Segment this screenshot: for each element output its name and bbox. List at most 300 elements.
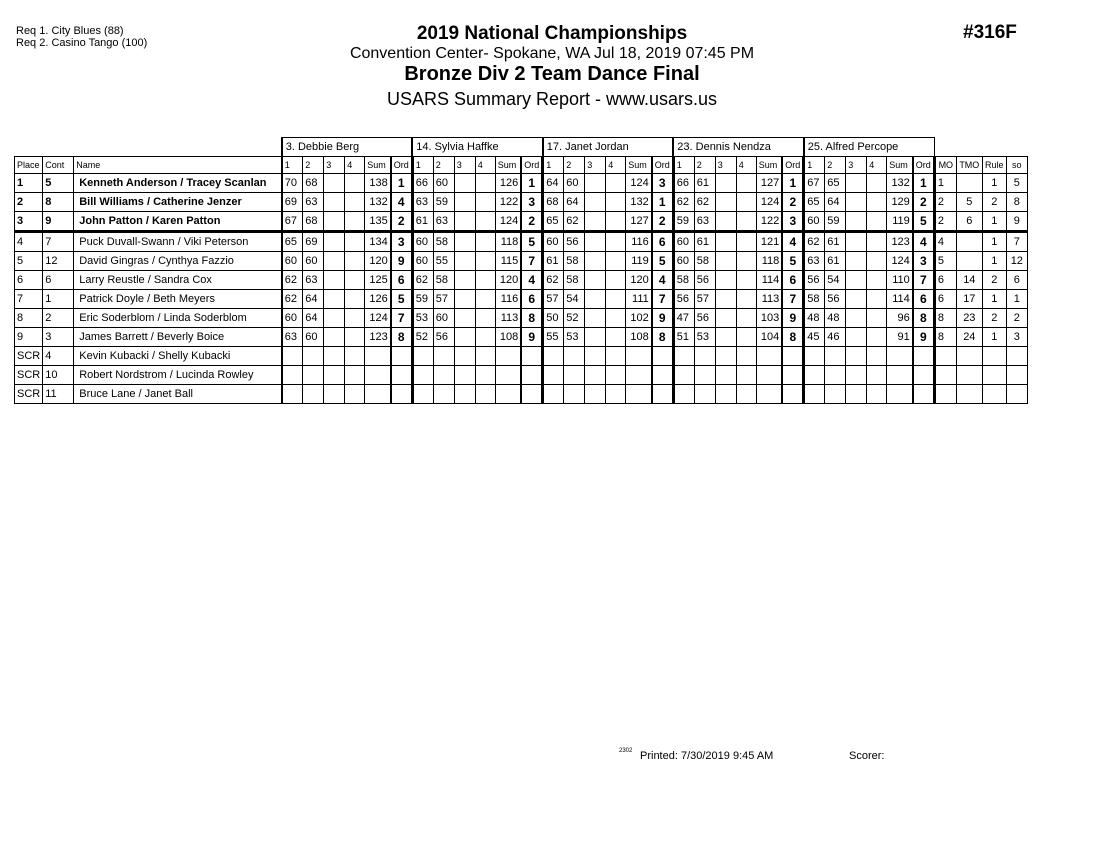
- judge-header-row: [15, 138, 1028, 157]
- score-4: [345, 212, 365, 232]
- score-4: [475, 385, 495, 404]
- score-3: [454, 385, 475, 404]
- score-3: [454, 252, 475, 271]
- judge-name-4: 23. Dennis Nendza: [673, 138, 804, 157]
- score-4: [867, 193, 887, 212]
- col-header-judge-4-4: 4: [736, 157, 756, 174]
- score-4: [736, 252, 756, 271]
- score-2: 54: [564, 290, 585, 309]
- mo-cell: 4: [934, 232, 956, 252]
- scorer-label: Scorer:: [849, 750, 885, 762]
- score-3: [585, 193, 606, 212]
- table-row: [15, 309, 1028, 328]
- score-3: [454, 212, 475, 232]
- score-4: [606, 232, 626, 252]
- col-header-judge-1-3: 3: [324, 157, 345, 174]
- score-1: 63: [804, 252, 825, 271]
- score-2: [303, 385, 324, 404]
- event-number: #316F: [963, 22, 1017, 43]
- so-cell: 6: [1006, 271, 1027, 290]
- score-3: [454, 366, 475, 385]
- score-ord: [913, 366, 935, 385]
- name-cell: John Patton / Karen Patton: [74, 212, 282, 232]
- score-sum: 114: [756, 271, 782, 290]
- score-3: [324, 328, 345, 347]
- score-ord: 1: [652, 193, 674, 212]
- score-4: [736, 271, 756, 290]
- score-2: 58: [433, 271, 454, 290]
- score-3: [715, 290, 736, 309]
- cont-cell: 9: [43, 212, 74, 232]
- score-ord: [391, 366, 413, 385]
- name-cell: Larry Reustle / Sandra Cox: [74, 271, 282, 290]
- score-4: [606, 328, 626, 347]
- score-4: [345, 252, 365, 271]
- score-ord: 2: [521, 212, 543, 232]
- score-2: 60: [303, 328, 324, 347]
- so-cell: [1006, 366, 1027, 385]
- score-4: [345, 290, 365, 309]
- place-cell: 1: [15, 174, 43, 193]
- score-4: [345, 385, 365, 404]
- score-ord: 2: [913, 193, 935, 212]
- score-ord: 5: [521, 232, 543, 252]
- score-4: [736, 174, 756, 193]
- so-cell: 3: [1006, 328, 1027, 347]
- score-1: [412, 366, 433, 385]
- judge-name-5: 25. Alfred Percope: [804, 138, 935, 157]
- score-3: [585, 366, 606, 385]
- score-3: [585, 385, 606, 404]
- score-1: [282, 366, 303, 385]
- score-1: 62: [673, 193, 694, 212]
- name-cell: Bruce Lane / Janet Ball: [74, 385, 282, 404]
- score-1: 45: [804, 328, 825, 347]
- score-4: [606, 366, 626, 385]
- score-4: [345, 193, 365, 212]
- score-ord: 6: [782, 271, 804, 290]
- score-3: [454, 290, 475, 309]
- score-ord: [913, 347, 935, 366]
- score-3: [715, 271, 736, 290]
- score-3: [846, 193, 867, 212]
- col-header-judge-3-4: 4: [606, 157, 626, 174]
- score-ord: [652, 385, 674, 404]
- score-3: [715, 193, 736, 212]
- score-1: 47: [673, 309, 694, 328]
- score-3: [585, 347, 606, 366]
- score-3: [585, 328, 606, 347]
- score-ord: [521, 347, 543, 366]
- score-4: [736, 328, 756, 347]
- score-3: [324, 193, 345, 212]
- score-3: [846, 232, 867, 252]
- rule-cell: 2: [982, 309, 1006, 328]
- place-cell: 9: [15, 328, 43, 347]
- score-sum: 113: [756, 290, 782, 309]
- col-header-cont: Cont: [43, 157, 74, 174]
- score-3: [585, 232, 606, 252]
- score-sum: 120: [365, 252, 391, 271]
- col-header-judge-5-2: 2: [825, 157, 846, 174]
- score-2: 57: [433, 290, 454, 309]
- score-2: 64: [303, 290, 324, 309]
- score-2: [303, 366, 324, 385]
- rule-cell: 1: [982, 232, 1006, 252]
- score-1: 70: [282, 174, 303, 193]
- score-sum: 132: [365, 193, 391, 212]
- score-1: 63: [282, 328, 303, 347]
- score-2: [564, 347, 585, 366]
- table-row: [15, 252, 1028, 271]
- score-2: 63: [694, 212, 715, 232]
- score-3: [715, 232, 736, 252]
- score-4: [736, 193, 756, 212]
- score-sum: 126: [495, 174, 521, 193]
- table-row: [15, 328, 1028, 347]
- score-2: [825, 347, 846, 366]
- col-header-rule: Rule: [982, 157, 1006, 174]
- score-3: [715, 212, 736, 232]
- score-2: 59: [433, 193, 454, 212]
- place-cell: 7: [15, 290, 43, 309]
- score-1: 66: [412, 174, 433, 193]
- score-1: [412, 347, 433, 366]
- score-1: 52: [412, 328, 433, 347]
- rule-cell: 1: [982, 212, 1006, 232]
- name-cell: Patrick Doyle / Beth Meyers: [74, 290, 282, 309]
- score-4: [345, 347, 365, 366]
- score-3: [324, 271, 345, 290]
- score-ord: 6: [521, 290, 543, 309]
- score-2: [564, 366, 585, 385]
- score-1: [804, 366, 825, 385]
- table-row: [15, 271, 1028, 290]
- score-2: 56: [564, 232, 585, 252]
- score-ord: [913, 385, 935, 404]
- score-2: 55: [433, 252, 454, 271]
- rule-cell: 1: [982, 174, 1006, 193]
- score-2: 63: [303, 193, 324, 212]
- score-2: 58: [433, 232, 454, 252]
- tmo-cell: [956, 252, 982, 271]
- place-cell: SCR: [15, 385, 43, 404]
- score-4: [475, 366, 495, 385]
- place-cell: SCR: [15, 366, 43, 385]
- score-2: 56: [694, 271, 715, 290]
- cont-cell: 1: [43, 290, 74, 309]
- score-sum: 116: [626, 232, 652, 252]
- score-1: 56: [804, 271, 825, 290]
- score-ord: 5: [391, 290, 413, 309]
- col-header-judge-3-2: 2: [564, 157, 585, 174]
- score-1: 62: [412, 271, 433, 290]
- cont-cell: 6: [43, 271, 74, 290]
- score-2: 62: [694, 193, 715, 212]
- score-3: [324, 366, 345, 385]
- score-1: [543, 347, 564, 366]
- name-cell: Bill Williams / Catherine Jenzer: [74, 193, 282, 212]
- score-4: [736, 347, 756, 366]
- score-2: 48: [825, 309, 846, 328]
- score-ord: 1: [782, 174, 804, 193]
- cont-cell: 8: [43, 193, 74, 212]
- col-header-judge-2-1: 1: [412, 157, 433, 174]
- score-ord: 7: [913, 271, 935, 290]
- score-2: 64: [825, 193, 846, 212]
- tmo-cell: 5: [956, 193, 982, 212]
- score-2: 59: [825, 212, 846, 232]
- score-sum: 118: [495, 232, 521, 252]
- tmo-cell: 24: [956, 328, 982, 347]
- score-4: [345, 328, 365, 347]
- score-ord: 8: [652, 328, 674, 347]
- score-ord: [652, 366, 674, 385]
- score-2: 65: [825, 174, 846, 193]
- place-cell: 6: [15, 271, 43, 290]
- score-ord: 8: [521, 309, 543, 328]
- score-sum: 108: [626, 328, 652, 347]
- score-1: 61: [543, 252, 564, 271]
- score-4: [606, 385, 626, 404]
- name-cell: James Barrett / Beverly Boice: [74, 328, 282, 347]
- score-2: 58: [694, 252, 715, 271]
- event-title: Bronze Div 2 Team Dance Final: [404, 63, 700, 85]
- score-4: [736, 212, 756, 232]
- score-1: 55: [543, 328, 564, 347]
- score-1: 60: [804, 212, 825, 232]
- score-2: 56: [825, 290, 846, 309]
- score-3: [715, 252, 736, 271]
- score-4: [475, 252, 495, 271]
- score-3: [454, 271, 475, 290]
- score-3: [585, 252, 606, 271]
- table-row: [15, 232, 1028, 252]
- table-row: [15, 174, 1028, 193]
- score-1: [282, 347, 303, 366]
- score-ord: 3: [521, 193, 543, 212]
- score-ord: 4: [782, 232, 804, 252]
- col-header-judge-3-3: 3: [585, 157, 606, 174]
- score-3: [454, 347, 475, 366]
- name-cell: David Gingras / Cynthya Fazzio: [74, 252, 282, 271]
- tmo-cell: 14: [956, 271, 982, 290]
- score-4: [867, 290, 887, 309]
- score-1: 61: [412, 212, 433, 232]
- mo-cell: 6: [934, 290, 956, 309]
- so-cell: 8: [1006, 193, 1027, 212]
- so-cell: 7: [1006, 232, 1027, 252]
- score-1: [282, 385, 303, 404]
- col-header-judge-1-ord: Ord: [391, 157, 413, 174]
- score-ord: 6: [913, 290, 935, 309]
- score-2: 61: [694, 232, 715, 252]
- mo-cell: 2: [934, 212, 956, 232]
- score-2: [433, 366, 454, 385]
- score-2: 54: [825, 271, 846, 290]
- tmo-cell: [956, 385, 982, 404]
- mo-cell: 2: [934, 193, 956, 212]
- score-sum: 104: [756, 328, 782, 347]
- score-4: [867, 366, 887, 385]
- score-4: [867, 385, 887, 404]
- score-ord: 6: [391, 271, 413, 290]
- col-header-judge-4-2: 2: [694, 157, 715, 174]
- score-1: 62: [282, 271, 303, 290]
- score-ord: 1: [391, 174, 413, 193]
- score-4: [345, 271, 365, 290]
- place-cell: 8: [15, 309, 43, 328]
- col-header-judge-5-4: 4: [867, 157, 887, 174]
- score-2: [694, 347, 715, 366]
- score-3: [324, 290, 345, 309]
- championship-title: 2019 National Championships: [416, 23, 688, 44]
- score-ord: 3: [391, 232, 413, 252]
- score-ord: 2: [782, 193, 804, 212]
- score-4: [606, 193, 626, 212]
- score-3: [454, 328, 475, 347]
- score-1: 60: [282, 309, 303, 328]
- score-1: 58: [804, 290, 825, 309]
- request-1: Req 1. City Blues (88): [16, 25, 124, 37]
- score-sum: 132: [887, 174, 913, 193]
- score-ord: 9: [652, 309, 674, 328]
- score-ord: 5: [913, 212, 935, 232]
- score-ord: 1: [521, 174, 543, 193]
- cont-cell: 2: [43, 309, 74, 328]
- so-cell: [1006, 347, 1027, 366]
- score-sum: [756, 366, 782, 385]
- score-sum: 134: [365, 232, 391, 252]
- score-4: [606, 212, 626, 232]
- score-1: 66: [673, 174, 694, 193]
- score-1: 60: [543, 232, 564, 252]
- cont-cell: 4: [43, 347, 74, 366]
- score-sum: 103: [756, 309, 782, 328]
- score-4: [736, 385, 756, 404]
- score-sum: 126: [365, 290, 391, 309]
- score-3: [585, 271, 606, 290]
- score-ord: 8: [391, 328, 413, 347]
- score-4: [475, 271, 495, 290]
- place-cell: 4: [15, 232, 43, 252]
- score-sum: 124: [756, 193, 782, 212]
- score-sum: 120: [495, 271, 521, 290]
- score-sum: 119: [887, 212, 913, 232]
- score-3: [846, 328, 867, 347]
- score-sum: [887, 347, 913, 366]
- score-3: [454, 174, 475, 193]
- table-row: [15, 193, 1028, 212]
- col-header-judge-3-sum: Sum: [626, 157, 652, 174]
- score-3: [846, 309, 867, 328]
- score-2: 58: [564, 252, 585, 271]
- score-sum: 124: [365, 309, 391, 328]
- rule-cell: [982, 366, 1006, 385]
- score-sum: [887, 366, 913, 385]
- col-header-judge-1-4: 4: [345, 157, 365, 174]
- report-subtitle: USARS Summary Report - www.usars.us: [386, 89, 718, 109]
- score-3: [846, 385, 867, 404]
- venue-line: Convention Center- Spokane, WA Jul 18, 2019 07:45 PM: [349, 45, 755, 62]
- score-2: 60: [303, 252, 324, 271]
- score-sum: 113: [495, 309, 521, 328]
- score-3: [585, 309, 606, 328]
- score-2: 64: [303, 309, 324, 328]
- score-1: 53: [412, 309, 433, 328]
- cont-cell: 5: [43, 174, 74, 193]
- score-ord: [782, 347, 804, 366]
- cont-cell: 3: [43, 328, 74, 347]
- score-3: [715, 385, 736, 404]
- score-1: [543, 385, 564, 404]
- score-4: [345, 309, 365, 328]
- col-header-judge-4-sum: Sum: [756, 157, 782, 174]
- score-sum: 96: [887, 309, 913, 328]
- score-3: [585, 290, 606, 309]
- score-sum: [365, 347, 391, 366]
- score-4: [606, 347, 626, 366]
- col-header-judge-5-sum: Sum: [887, 157, 913, 174]
- col-header-judge-3-1: 1: [543, 157, 564, 174]
- score-ord: [521, 385, 543, 404]
- tmo-cell: 23: [956, 309, 982, 328]
- col-header-judge-3-ord: Ord: [652, 157, 674, 174]
- score-sum: 114: [887, 290, 913, 309]
- score-3: [715, 174, 736, 193]
- score-ord: 2: [391, 212, 413, 232]
- score-ord: [782, 385, 804, 404]
- mo-cell: [934, 366, 956, 385]
- score-1: 63: [412, 193, 433, 212]
- col-header-judge-2-sum: Sum: [495, 157, 521, 174]
- score-4: [475, 232, 495, 252]
- score-ord: 5: [652, 252, 674, 271]
- score-sum: [365, 385, 391, 404]
- name-cell: Eric Soderblom / Linda Soderblom: [74, 309, 282, 328]
- score-4: [867, 232, 887, 252]
- score-2: 60: [433, 309, 454, 328]
- rule-cell: 2: [982, 271, 1006, 290]
- score-ord: 4: [652, 271, 674, 290]
- cont-cell: 10: [43, 366, 74, 385]
- score-2: 68: [303, 212, 324, 232]
- score-4: [345, 174, 365, 193]
- score-3: [846, 212, 867, 232]
- score-2: 63: [433, 212, 454, 232]
- score-1: [804, 347, 825, 366]
- score-ord: 7: [521, 252, 543, 271]
- score-ord: [652, 347, 674, 366]
- score-1: 68: [543, 193, 564, 212]
- col-header-judge-5-ord: Ord: [913, 157, 935, 174]
- score-1: 57: [543, 290, 564, 309]
- rule-cell: 1: [982, 328, 1006, 347]
- score-4: [736, 366, 756, 385]
- col-header-judge-2-3: 3: [454, 157, 475, 174]
- score-sum: 122: [495, 193, 521, 212]
- score-ord: [391, 347, 413, 366]
- score-sum: 116: [495, 290, 521, 309]
- col-header-name: Name: [74, 157, 282, 174]
- score-sum: [756, 385, 782, 404]
- score-1: 50: [543, 309, 564, 328]
- col-header-judge-5-1: 1: [804, 157, 825, 174]
- score-4: [736, 309, 756, 328]
- col-header-judge-2-4: 4: [475, 157, 495, 174]
- score-sum: 108: [495, 328, 521, 347]
- score-1: 69: [282, 193, 303, 212]
